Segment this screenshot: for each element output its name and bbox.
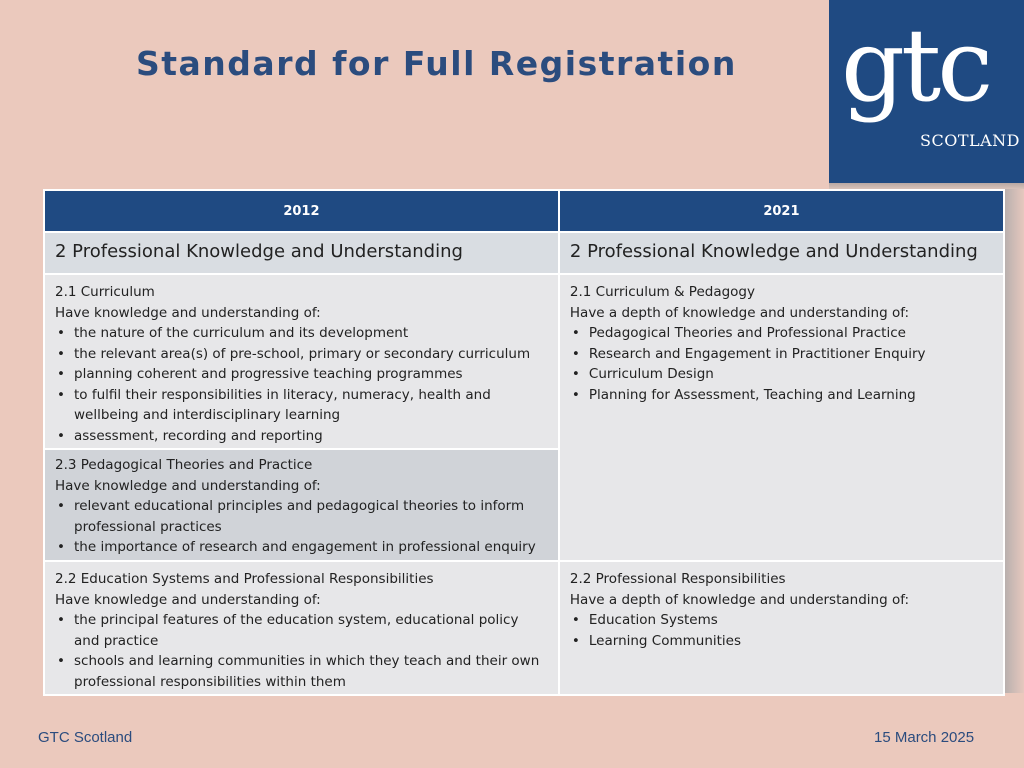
bullet-list <box>55 323 548 446</box>
list-item: • planning coherent and progressive teaching programmes <box>55 364 548 385</box>
bullet-list <box>570 323 993 405</box>
table-row <box>44 274 1004 449</box>
cell-heading: 2.1 Curriculum & Pedagogy <box>569 284 755 300</box>
logo-wordmark: gtc <box>841 7 990 124</box>
section-left: 2 Professional Knowledge and Understanding <box>44 232 559 274</box>
cell-intro: Have a depth of knowledge and understanding of: <box>569 591 910 608</box>
cell-heading: 2.2 Education Systems and Professional Responsibilities <box>55 571 434 587</box>
list-item: • Curriculum Design <box>570 364 993 385</box>
table-shadow <box>1005 189 1024 693</box>
footer-date: 15 March 2025 <box>874 729 975 746</box>
comparison-table <box>43 189 1005 696</box>
section-row <box>44 232 1004 274</box>
list-item: • Education Systems <box>570 610 993 631</box>
header-2021: 2021 <box>559 190 1004 232</box>
list-item: • Research and Engagement in Practitioner Enquiry <box>570 344 993 365</box>
header-row <box>44 190 1004 232</box>
cell-2012-curriculum <box>44 274 559 449</box>
list-item: • the importance of research and engagement in professional enquiry <box>55 537 548 558</box>
bullet-list <box>570 610 993 651</box>
cell-heading: 2.2 Professional Responsibilities <box>569 571 786 587</box>
bullet-list <box>55 496 548 558</box>
list-item: • Planning for Assessment, Teaching and Learning <box>570 385 993 406</box>
bullet-list <box>55 610 548 692</box>
logo-subtitle: SCOTLAND <box>920 131 1020 150</box>
cell-2021-curriculum-pedagogy <box>559 274 1004 561</box>
cell-intro: Have knowledge and understanding of: <box>55 591 321 608</box>
cell-2012-pedagogy <box>44 449 559 561</box>
section-right: 2 Professional Knowledge and Understanding <box>559 232 1004 274</box>
cell-2021-responsibilities <box>559 561 1004 695</box>
list-item: • assessment, recording and reporting <box>55 426 548 447</box>
footer-organization: GTC Scotland <box>38 729 133 746</box>
list-item: • Learning Communities <box>570 631 993 652</box>
table-row <box>44 561 1004 695</box>
list-item: • relevant educational principles and pedagogical theories to inform professional practices <box>55 496 548 537</box>
list-item: • Pedagogical Theories and Professional Practice <box>570 323 993 344</box>
list-item: • to fulfil their responsibilities in literacy, numeracy, health and wellbeing and interdisciplinary learning <box>55 385 548 426</box>
gtc-scotland-logo <box>829 0 1024 183</box>
header-2012: 2012 <box>44 190 559 232</box>
cell-intro: Have knowledge and understanding of: <box>55 477 321 494</box>
page-title: Standard for Full Registration <box>136 44 737 83</box>
list-item: • schools and learning communities in which they teach and their own professional responsibilities within them <box>55 651 548 692</box>
cell-heading: 2.1 Curriculum <box>55 284 155 300</box>
list-item: • the nature of the curriculum and its development <box>55 323 548 344</box>
cell-heading: 2.3 Pedagogical Theories and Practice <box>55 457 313 473</box>
cell-intro: Have a depth of knowledge and understanding of: <box>569 304 910 321</box>
list-item: • the principal features of the education system, educational policy and practice <box>55 610 548 651</box>
cell-intro: Have knowledge and understanding of: <box>55 304 321 321</box>
cell-2012-systems <box>44 561 559 695</box>
list-item: • the relevant area(s) of pre-school, primary or secondary curriculum <box>55 344 548 365</box>
